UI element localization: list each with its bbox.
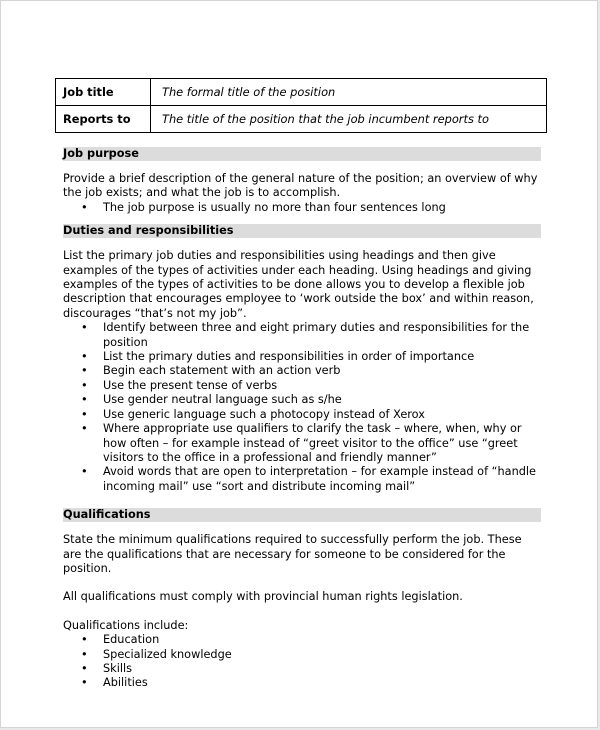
job-header-table	[55, 78, 547, 133]
list-item: • Where appropriate use qualifiers to clarify the task – where, when, why or how often – for example instead of “greet visitor to the office” use “greet visitors to the office in a professional and friendly manner”	[103, 422, 543, 465]
section-heading-qualifications: Qualifications	[63, 508, 541, 522]
section-heading-duties: Duties and responsibilities	[63, 224, 541, 238]
job-purpose-paragraph: Provide a brief description of the general nature of the position; an overview of why the job exists; and what the job is to accomplish.	[63, 172, 538, 200]
table-row	[56, 79, 547, 106]
qualifications-list	[63, 633, 543, 691]
reports-to-value: The title of the position that the job incumbent reports to	[151, 106, 547, 133]
list-item: • Use gender neutral language such as s/he	[103, 393, 543, 407]
job-purpose-list	[63, 201, 543, 215]
list-item: • Begin each statement with an action verb	[103, 364, 543, 378]
list-item: • Identify between three and eight primary duties and responsibilities for the position	[103, 321, 543, 350]
document-body	[63, 147, 543, 691]
list-item: • Avoid words that are open to interpretation – for example instead of “handle incoming mail” use “sort and distribute incoming mail”	[103, 465, 543, 494]
reports-to-label: Reports to	[56, 106, 151, 133]
job-title-label: Job title	[56, 79, 151, 106]
list-item: • Skills	[103, 662, 543, 676]
section-heading-job-purpose: Job purpose	[63, 147, 541, 161]
list-item: • Specialized knowledge	[103, 648, 543, 662]
table-row	[56, 106, 547, 133]
list-item: • Use generic language such a photocopy instead of Xerox	[103, 408, 543, 422]
list-item: • Abilities	[103, 676, 543, 690]
job-title-value: The formal title of the position	[151, 79, 547, 106]
list-item: • Education	[103, 633, 543, 647]
duties-list	[63, 321, 543, 494]
list-item: • Use the present tense of verbs	[103, 379, 543, 393]
duties-paragraph: List the primary job duties and responsibilities using headings and then give examples of the types of activities under each heading. Using headings and giving examples of the types of activities to be done allows you to develop a flexible job description that encourages employee to ‘work outside the box’ and within reason, discourages “that’s not my job”.	[63, 249, 534, 320]
qualifications-paragraph: State the minimum qualifications required to successfully perform the job. These are the qualifications that are necessary for someone to be considered for the position.	[63, 533, 522, 575]
compliance-paragraph: All qualifications must comply with provincial human rights legislation.	[63, 590, 463, 604]
list-item: • List the primary duties and responsibilities in order of importance	[103, 350, 543, 364]
list-item: • The job purpose is usually no more than four sentences long	[103, 201, 543, 215]
qualifications-include-label: Qualifications include:	[63, 618, 189, 632]
